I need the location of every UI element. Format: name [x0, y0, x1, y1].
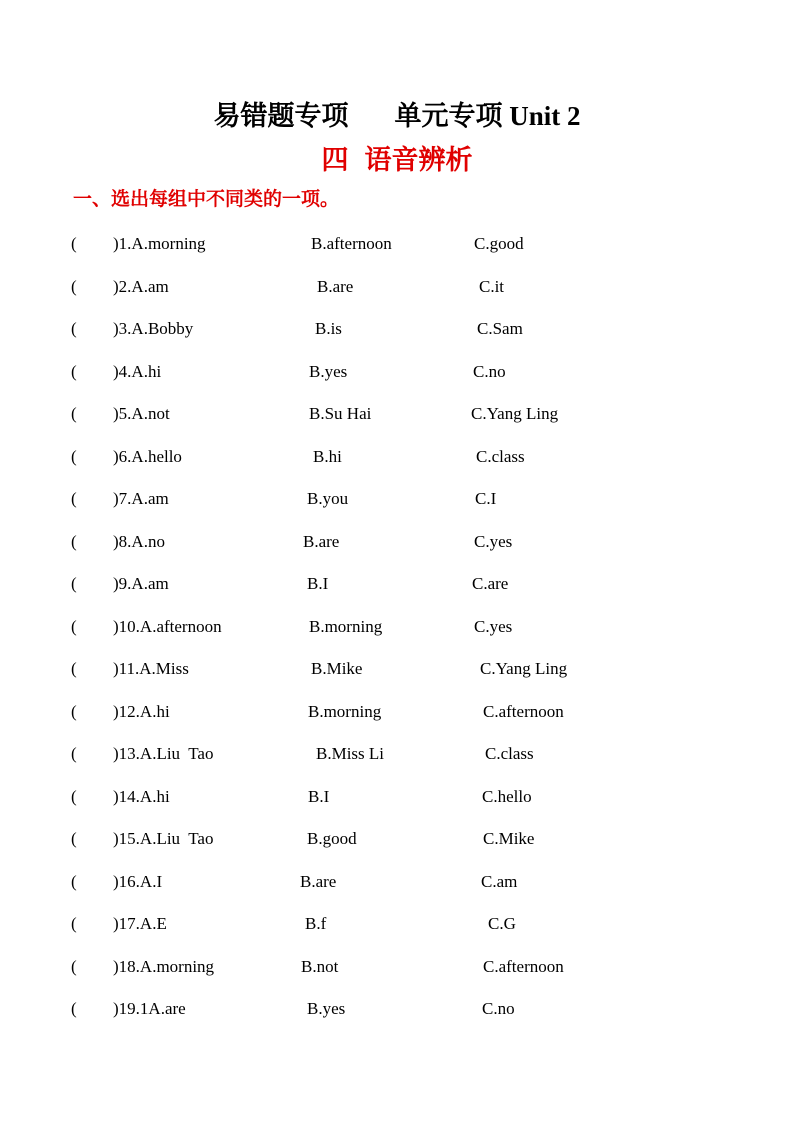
option-c: C.G — [488, 914, 516, 933]
answer-blank-open-paren[interactable]: ( — [71, 659, 77, 678]
answer-blank-open-paren[interactable]: ( — [71, 999, 77, 1018]
option-c: C.Yang Ling — [471, 404, 559, 423]
section-heading: 一、选出每组中不同类的一项。 — [73, 189, 340, 210]
answer-blank-open-paren[interactable]: ( — [71, 234, 77, 253]
answer-blank-close-paren: )17.A.E — [113, 914, 167, 933]
answer-blank-close-paren: )16.A.I — [113, 871, 163, 891]
question-row — [0, 401, 794, 427]
option-c: C.afternoon — [483, 956, 564, 976]
option-b: B.Mike — [311, 659, 363, 678]
answer-blank-open-paren[interactable]: ( — [71, 489, 77, 508]
question-row — [0, 614, 794, 640]
question-row — [0, 741, 794, 767]
question-row — [0, 911, 794, 937]
title-left: 易错题专项 — [213, 101, 349, 131]
option-c: C.it — [479, 276, 505, 296]
answer-blank-open-paren[interactable]: ( — [71, 531, 77, 551]
option-b: B.are — [317, 276, 354, 296]
question-row — [0, 656, 794, 682]
answer-blank-close-paren: )9.A.am — [113, 574, 169, 593]
option-c: C.are — [472, 574, 509, 593]
question-row — [0, 486, 794, 512]
title-right: 单元专项 Unit 2 — [394, 101, 581, 131]
answer-blank-open-paren[interactable]: ( — [71, 616, 77, 636]
answer-blank-open-paren[interactable]: ( — [71, 574, 77, 593]
answer-blank-close-paren: )1.A.morning — [113, 234, 206, 253]
option-b: B.Miss Li — [316, 744, 385, 763]
option-b: B.morning — [308, 701, 382, 721]
answer-blank-close-paren: )3.A.Bobby — [113, 319, 194, 338]
page-subtitle — [0, 142, 794, 178]
answer-blank-open-paren[interactable]: ( — [71, 446, 77, 466]
question-row — [0, 784, 794, 810]
question-row — [0, 359, 794, 385]
answer-blank-close-paren: )12.A.hi — [113, 701, 170, 721]
answer-blank-open-paren[interactable]: ( — [71, 871, 77, 891]
answer-blank-open-paren[interactable]: ( — [71, 829, 77, 848]
option-b: B.is — [315, 319, 342, 338]
answer-blank-close-paren: )13.A.Liu Tao — [113, 744, 214, 763]
subtitle-number: 四 — [321, 145, 349, 175]
option-b: B.f — [305, 914, 327, 933]
answer-blank-open-paren[interactable]: ( — [71, 914, 77, 933]
answer-blank-close-paren: )11.A.Miss — [113, 659, 189, 678]
option-b: B.morning — [309, 616, 383, 636]
question-row — [0, 316, 794, 342]
option-c: C.am — [481, 871, 518, 891]
question-row — [0, 826, 794, 852]
option-b: B.are — [300, 871, 337, 891]
option-c: C.no — [473, 361, 506, 381]
option-c: C.class — [485, 744, 534, 763]
question-row — [0, 274, 794, 300]
answer-blank-open-paren[interactable]: ( — [71, 404, 77, 423]
option-c: C.I — [475, 489, 497, 508]
answer-blank-close-paren: )7.A.am — [113, 489, 169, 508]
option-c: C.class — [476, 446, 525, 466]
answer-blank-open-paren[interactable]: ( — [71, 956, 77, 976]
subtitle-text: 语音辨析 — [364, 145, 473, 175]
question-row — [0, 869, 794, 895]
answer-blank-close-paren: )2.A.am — [113, 276, 169, 296]
option-b: B.hi — [313, 446, 342, 466]
option-c: C.afternoon — [483, 701, 564, 721]
question-row — [0, 231, 794, 257]
question-row — [0, 571, 794, 597]
answer-blank-close-paren: )18.A.morning — [113, 956, 215, 976]
option-b: B.are — [303, 531, 340, 551]
page-title — [0, 98, 794, 134]
answer-blank-close-paren: )6.A.hello — [113, 446, 182, 466]
question-row — [0, 444, 794, 470]
answer-blank-close-paren: )4.A.hi — [113, 361, 162, 381]
answer-blank-open-paren[interactable]: ( — [71, 786, 77, 806]
answer-blank-close-paren: )14.A.hi — [113, 786, 170, 806]
option-b: B.yes — [307, 999, 346, 1018]
option-c: C.yes — [474, 616, 513, 636]
question-row — [0, 529, 794, 555]
answer-blank-open-paren[interactable]: ( — [71, 361, 77, 381]
option-c: C.yes — [474, 531, 513, 551]
answer-blank-open-paren[interactable]: ( — [71, 744, 77, 763]
answer-blank-close-paren: )10.A.afternoon — [113, 616, 222, 636]
option-b: B.good — [307, 829, 357, 848]
question-row — [0, 699, 794, 725]
option-c: C.no — [482, 999, 515, 1018]
option-b: B.you — [307, 489, 349, 508]
option-c: C.good — [474, 234, 524, 253]
option-c: C.Sam — [477, 319, 523, 338]
option-b: B.I — [307, 574, 329, 593]
answer-blank-close-paren: )5.A.not — [113, 404, 170, 423]
answer-blank-open-paren[interactable]: ( — [71, 276, 77, 296]
option-b: B.yes — [309, 361, 348, 381]
answer-blank-close-paren: )8.A.no — [113, 531, 165, 551]
option-b: B.Su Hai — [309, 404, 372, 423]
option-b: B.afternoon — [311, 234, 392, 253]
question-row — [0, 954, 794, 980]
option-c: C.Yang Ling — [480, 659, 568, 678]
option-b: B.I — [308, 786, 330, 806]
option-b: B.not — [301, 956, 339, 976]
answer-blank-close-paren: )15.A.Liu Tao — [113, 829, 214, 848]
answer-blank-open-paren[interactable]: ( — [71, 701, 77, 721]
question-row — [0, 996, 794, 1022]
option-c: C.hello — [482, 786, 532, 806]
answer-blank-open-paren[interactable]: ( — [71, 319, 77, 338]
option-c: C.Mike — [483, 829, 535, 848]
answer-blank-close-paren: )19.1A.are — [113, 999, 186, 1018]
